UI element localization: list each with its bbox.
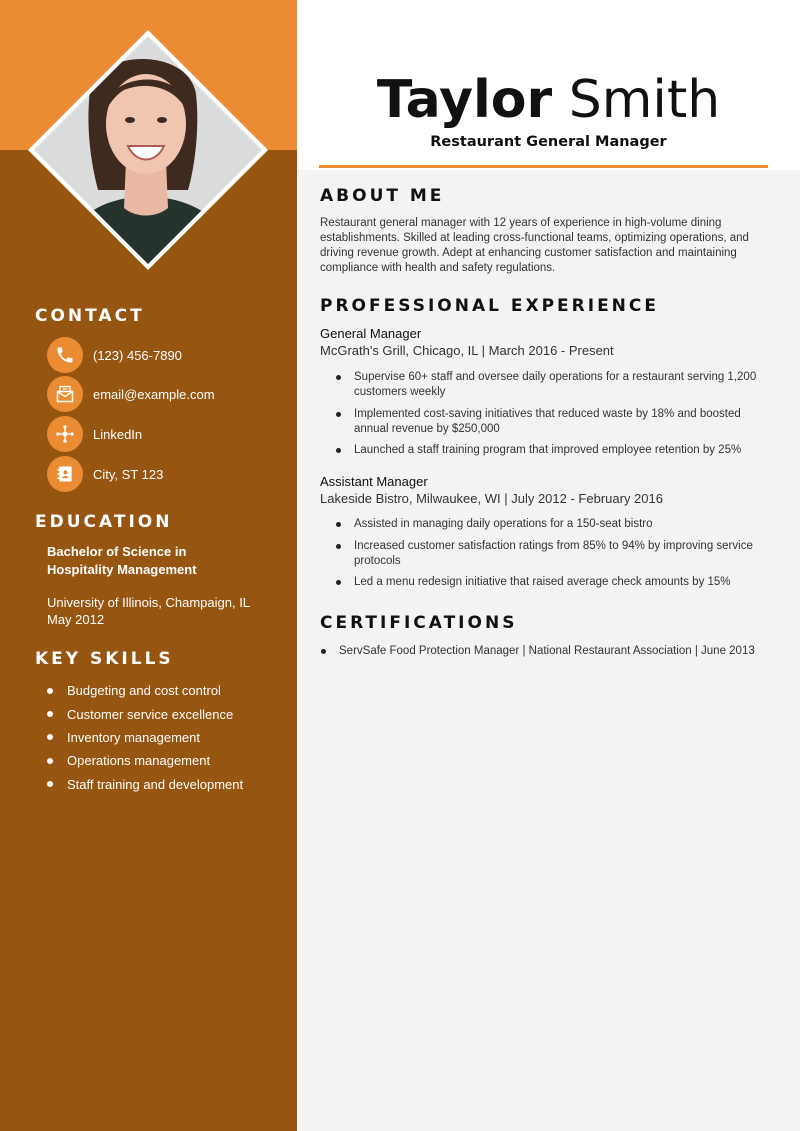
header bbox=[297, 0, 800, 170]
about-text: Restaurant general manager with 12 years of experience in high-volume dining establishments. Skilled at leading cross-functional teams, optimizing operations, and driving revenue growth. Adept at enhancing customer satisfaction and maintaining compliance with health and safety regulations. bbox=[320, 217, 749, 274]
job-2-role: Assistant Manager bbox=[320, 474, 428, 489]
contact-phone[interactable] bbox=[47, 337, 182, 373]
address-book-icon bbox=[47, 456, 83, 492]
contact-phone-text: (123) 456-7890 bbox=[93, 347, 182, 363]
candidate-name bbox=[297, 68, 800, 132]
contact-address-text: City, ST 123 bbox=[93, 466, 164, 482]
network-icon bbox=[47, 416, 83, 452]
education-degree-line-1: Bachelor of Science in bbox=[47, 544, 187, 559]
certification-item: ServSafe Food Protection Manager | National Restaurant Association | June 2013 bbox=[320, 644, 790, 659]
education-date: May 2012 bbox=[47, 612, 105, 627]
profile-photo bbox=[28, 30, 268, 270]
skill-item: Staff training and development bbox=[47, 773, 243, 796]
contact-email[interactable] bbox=[47, 376, 215, 412]
education-details bbox=[47, 594, 287, 628]
contact-linkedin-text: LinkedIn bbox=[93, 426, 143, 442]
job-1-role: General Manager bbox=[320, 326, 422, 341]
skill-item: Customer service excellence bbox=[47, 702, 243, 725]
certifications-heading: CERTIFICATIONS bbox=[320, 613, 518, 633]
about-heading: ABOUT ME bbox=[320, 186, 445, 206]
contact-address[interactable] bbox=[47, 456, 163, 492]
first-name: Taylor bbox=[376, 70, 553, 130]
bullet-item: Launched a staff training program that improved employee retention by 25% bbox=[335, 443, 775, 458]
skill-item: Budgeting and cost control bbox=[47, 679, 243, 702]
job-1-meta: McGrath's Grill, Chicago, IL | March 2016 - Present bbox=[320, 343, 614, 358]
phone-icon bbox=[47, 337, 83, 373]
bullet-item: Supervise 60+ staff and oversee daily operations for a restaurant serving 1,200 customers weekly bbox=[335, 370, 775, 400]
education-degree-line-2: Hospitality Management bbox=[47, 562, 197, 577]
job-title: Restaurant General Manager bbox=[430, 134, 667, 150]
skill-item: Operations management bbox=[47, 749, 243, 772]
sidebar bbox=[0, 0, 297, 1131]
contact-email-text: email@example.com bbox=[93, 386, 215, 402]
email-icon bbox=[47, 376, 83, 412]
skills-list bbox=[47, 679, 243, 796]
contact-heading: CONTACT bbox=[35, 306, 145, 326]
experience-heading: PROFESSIONAL EXPERIENCE bbox=[320, 296, 659, 316]
skill-item: Inventory management bbox=[47, 726, 243, 749]
bullet-item: Implemented cost-saving initiatives that reduced waste by 18% and boosted annual revenue by $250,000 bbox=[335, 407, 775, 437]
job-2-bullets bbox=[335, 517, 775, 597]
last-name: Smith bbox=[568, 70, 721, 130]
bullet-item: Assisted in managing daily operations for a 150-seat bistro bbox=[335, 517, 775, 532]
education-heading: EDUCATION bbox=[35, 512, 173, 532]
contact-linkedin[interactable] bbox=[47, 416, 142, 452]
education-degree bbox=[47, 543, 277, 579]
bullet-item: Increased customer satisfaction ratings from 85% to 94% by improving service protocols bbox=[335, 539, 775, 569]
bullet-item: Led a menu redesign initiative that raised average check amounts by 15% bbox=[335, 575, 775, 590]
header-divider bbox=[319, 165, 768, 168]
job-1-bullets bbox=[335, 370, 775, 465]
education-school: University of Illinois, Champaign, IL bbox=[47, 595, 251, 610]
skills-heading: KEY SKILLS bbox=[35, 649, 174, 669]
job-2-meta: Lakeside Bistro, Milwaukee, WI | July 2012 - February 2016 bbox=[320, 491, 663, 506]
